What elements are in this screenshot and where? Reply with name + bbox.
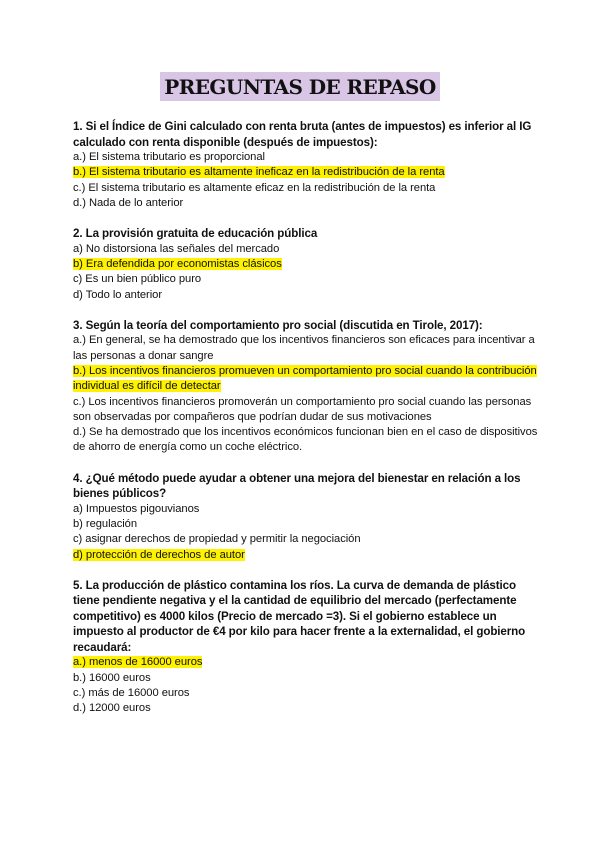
question-text: 1. Si el Índice de Gini calculado con renta bruta (antes de impuestos) es inferior al IG calculado con renta disponible (después de impuestos): [73,120,532,149]
option-text: d.) Se ha demostrado que los incentivos económicos funcionan bien en el caso de dispositivos de ahorro de energía como un coche eléctrico. [73,426,538,454]
option-c [73,181,543,196]
option-d [73,701,543,716]
question-4 [73,471,543,563]
question-text: 5. La producción de plástico contamina los ríos. La curva de demanda de plástico tiene pendiente negativa y el la cantidad de equilibrio del mercado (perfectamente competitivo) es 4000 kilos (Precio de mercado =3). Si el gobierno establece un impuesto al productor de €4 por kilo para hacer frente a la externalidad, el gobierno recaudará: [73,578,526,654]
option-b-answer [73,257,543,272]
option-a [73,333,543,364]
option-text: d.) Nada de lo anterior [73,196,184,209]
option-text: c.) más de 16000 euros [73,687,190,700]
question-text: 2. La provisión gratuita de educación pública [73,227,318,241]
questions-list [73,119,543,732]
option-text: b) regulación [73,518,138,531]
option-a-answer [73,655,543,670]
option-text: b.) 16000 euros [73,671,151,684]
option-text: d.) 12000 euros [73,702,151,715]
highlighted-answer: b) Era defendida por economistas clásicos [73,257,282,270]
option-c [73,272,543,287]
option-text: a) Impuestos pigouvianos [73,502,200,515]
option-c [73,532,543,547]
option-c [73,686,543,701]
option-b [73,671,543,686]
option-text: a) No distorsiona las señales del mercado [73,242,280,255]
option-b [73,517,543,532]
page-title: PREGUNTAS DE REPASO [160,72,439,101]
option-d [73,425,543,456]
highlighted-answer: b.) El sistema tributario es altamente ineficaz en la redistribución de la renta [73,166,445,179]
highlighted-answer: d) protección de derechos de autor [73,548,245,561]
title-wrap [0,72,600,101]
option-d [73,196,543,211]
option-text: d) Todo lo anterior [73,288,163,301]
option-text: c.) El sistema tributario es altamente eficaz en la redistribución de la renta [73,181,436,194]
option-c [73,395,543,426]
question-3 [73,318,543,456]
question-text: 4. ¿Qué método puede ayudar a obtener una mejora del bienestar en relación a los bienes públicos? [73,471,521,501]
option-a [73,150,543,165]
option-text: c.) Los incentivos financieros promoverán un comportamiento pro social cuando las personas son observadas por compañeros que podrían dudar de sus motivaciones [73,395,532,423]
question-2 [73,226,543,303]
option-text: c) Es un bien público puro [73,273,202,286]
option-b-answer [73,165,543,180]
option-b-answer [73,364,543,395]
option-d-answer [73,548,543,563]
option-text: a.) En general, se ha demostrado que los incentivos financieros son eficaces para incentivar a las personas a donar sangre [73,334,535,362]
option-text: c) asignar derechos de propiedad y permitir la negociación [73,533,361,546]
option-d [73,288,543,303]
question-5 [73,578,543,717]
option-a [73,242,543,257]
question-1 [73,119,543,211]
question-text: 3. Según la teoría del comportamiento pro social (discutida en Tirole, 2017): [73,318,483,332]
highlighted-answer: a.) menos de 16000 euros [73,656,203,669]
option-text: a.) El sistema tributario es proporcional [73,151,265,163]
option-a [73,502,543,517]
highlighted-answer: b.) Los incentivos financieros promueven un comportamiento pro social cuando la contribución individual es difícil de detectar [73,364,537,393]
